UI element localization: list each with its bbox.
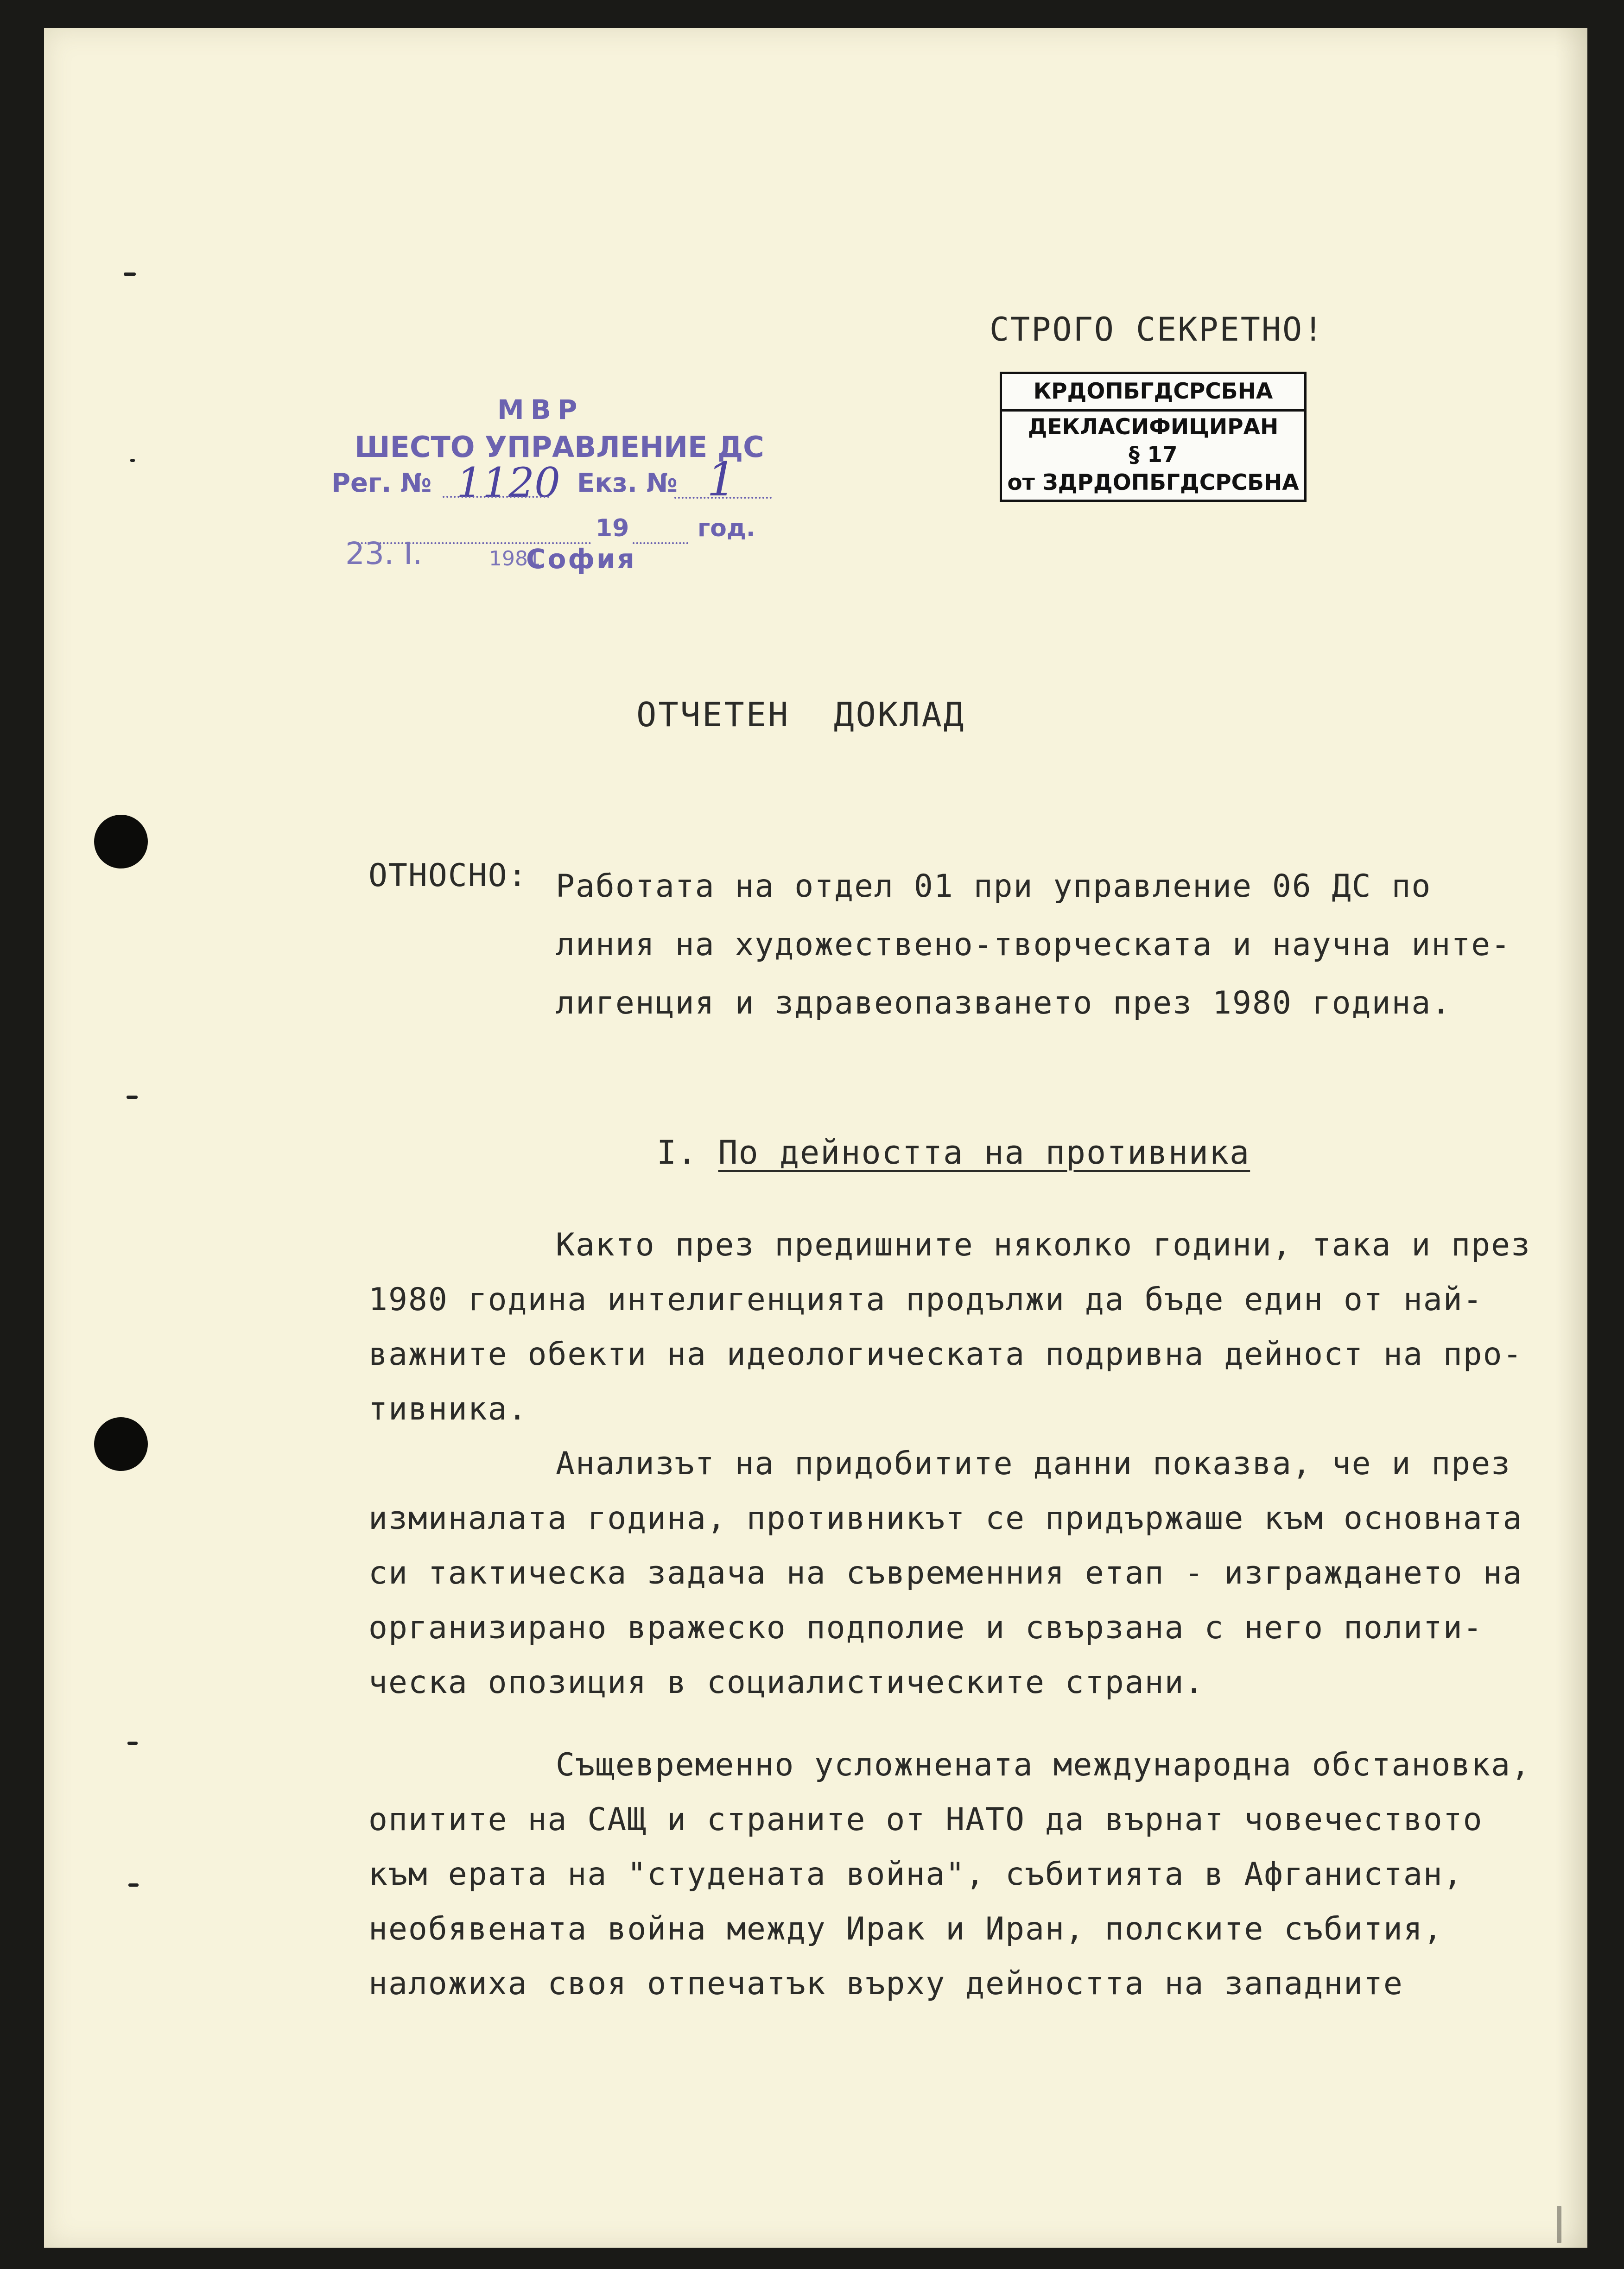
paper-crease [1557,2206,1561,2243]
subject-text [556,857,1594,1033]
subject-line: лигенция и здравеопазването през 1980 година. [556,985,1452,1021]
subject-line: линия на художествено-творческата и научна инте- [556,926,1511,963]
paragraph-line: Анализът на придобитите данни показва, че и през [556,1445,1511,1482]
paragraph-line: необявената война между Ирак и Иран, полските събития, [368,1911,1443,1947]
section-title: По дейността на противника [718,1134,1250,1172]
paragraph-line: Същевременно усложнената международна обстановка, [556,1747,1531,1783]
paragraph-line: организирано вражеско подполие и свързана с него полити- [368,1610,1483,1646]
paragraph-line: опитите на САЩ и страните от НАТО да върнат човечеството [368,1801,1483,1838]
stamp-year-handwritten: 1981 [489,547,541,570]
classification-label: СТРОГО СЕКРЕТНО! [990,311,1325,349]
section-heading [657,1134,1250,1172]
stamp-year-suffix: год. [698,514,755,542]
declass-stamp-body [1002,412,1304,500]
stamp-date-handwritten: 23. I. [345,536,423,571]
section-number: I. [657,1134,698,1172]
punch-hole-top [94,815,148,868]
stamp-year-prefix: 19 [596,514,629,542]
declass-stamp-line1: КРДОПБГДСРСБНА [1002,374,1304,412]
document-page [44,28,1587,2248]
paragraph-line: важните обекти на идеологическата подривна дейност на про- [368,1336,1523,1373]
document-title: ОТЧЕТЕН ДОКЛАД [636,695,966,734]
stamp-ministry: МВР [497,394,584,425]
paragraph-line: изминалата година, противникът се придържаше към основната [368,1500,1523,1537]
registry-stamp [331,394,776,589]
declass-stamp-line4: от ЗДРДОПБГДСРСБНА [1007,470,1299,495]
stamp-year-line [633,542,688,544]
stamp-reg-label: Рег. № [331,468,432,498]
paragraph-line: ческа опозиция в социалистическите страни. [368,1664,1205,1701]
declassification-stamp [1000,372,1307,502]
margin-mark [124,273,136,276]
stamp-copy-number: 1 [707,452,736,507]
stamp-copy-line [674,497,772,499]
paragraph-3 [368,1738,1620,2011]
paragraph-line: тивника. [368,1391,528,1427]
stamp-department: ШЕСТО УПРАВЛЕНИЕ ДС [355,430,764,464]
margin-mark [127,1742,138,1745]
paragraph-line: Както през предишните няколко години, така и през [556,1227,1531,1263]
subject-label: ОТНОСНО: [368,857,528,894]
declass-stamp-line2: ДЕКЛАСИФИЦИРАН [1028,414,1279,440]
stamp-copy-label: Екз. № [577,468,678,498]
declass-stamp-line3: § 17 [1129,442,1178,468]
paragraph-2 [368,1437,1620,1710]
paragraph-line: 1980 година интелигенцията продължи да бъде един от най- [368,1281,1483,1318]
punch-hole-bottom [94,1417,148,1471]
stamp-reg-line [443,496,549,498]
stamp-reg-number: 1120 [457,459,560,507]
margin-mark [127,1096,138,1099]
paragraph-line: си тактическа задача на съвременния етап - изграждането на [368,1555,1523,1591]
stamp-city: София [526,543,636,575]
paragraph-1 [368,1218,1620,1437]
subject-line: Работата на отдел 01 при управление 06 ДС по [556,868,1432,905]
paragraph-line: към ерата на "студената война", събитията в Афганистан, [368,1856,1463,1893]
paragraph-line: наложиха своя отпечатък върху дейността на западните [368,1965,1403,2002]
margin-mark [130,459,135,462]
margin-mark [128,1883,139,1887]
